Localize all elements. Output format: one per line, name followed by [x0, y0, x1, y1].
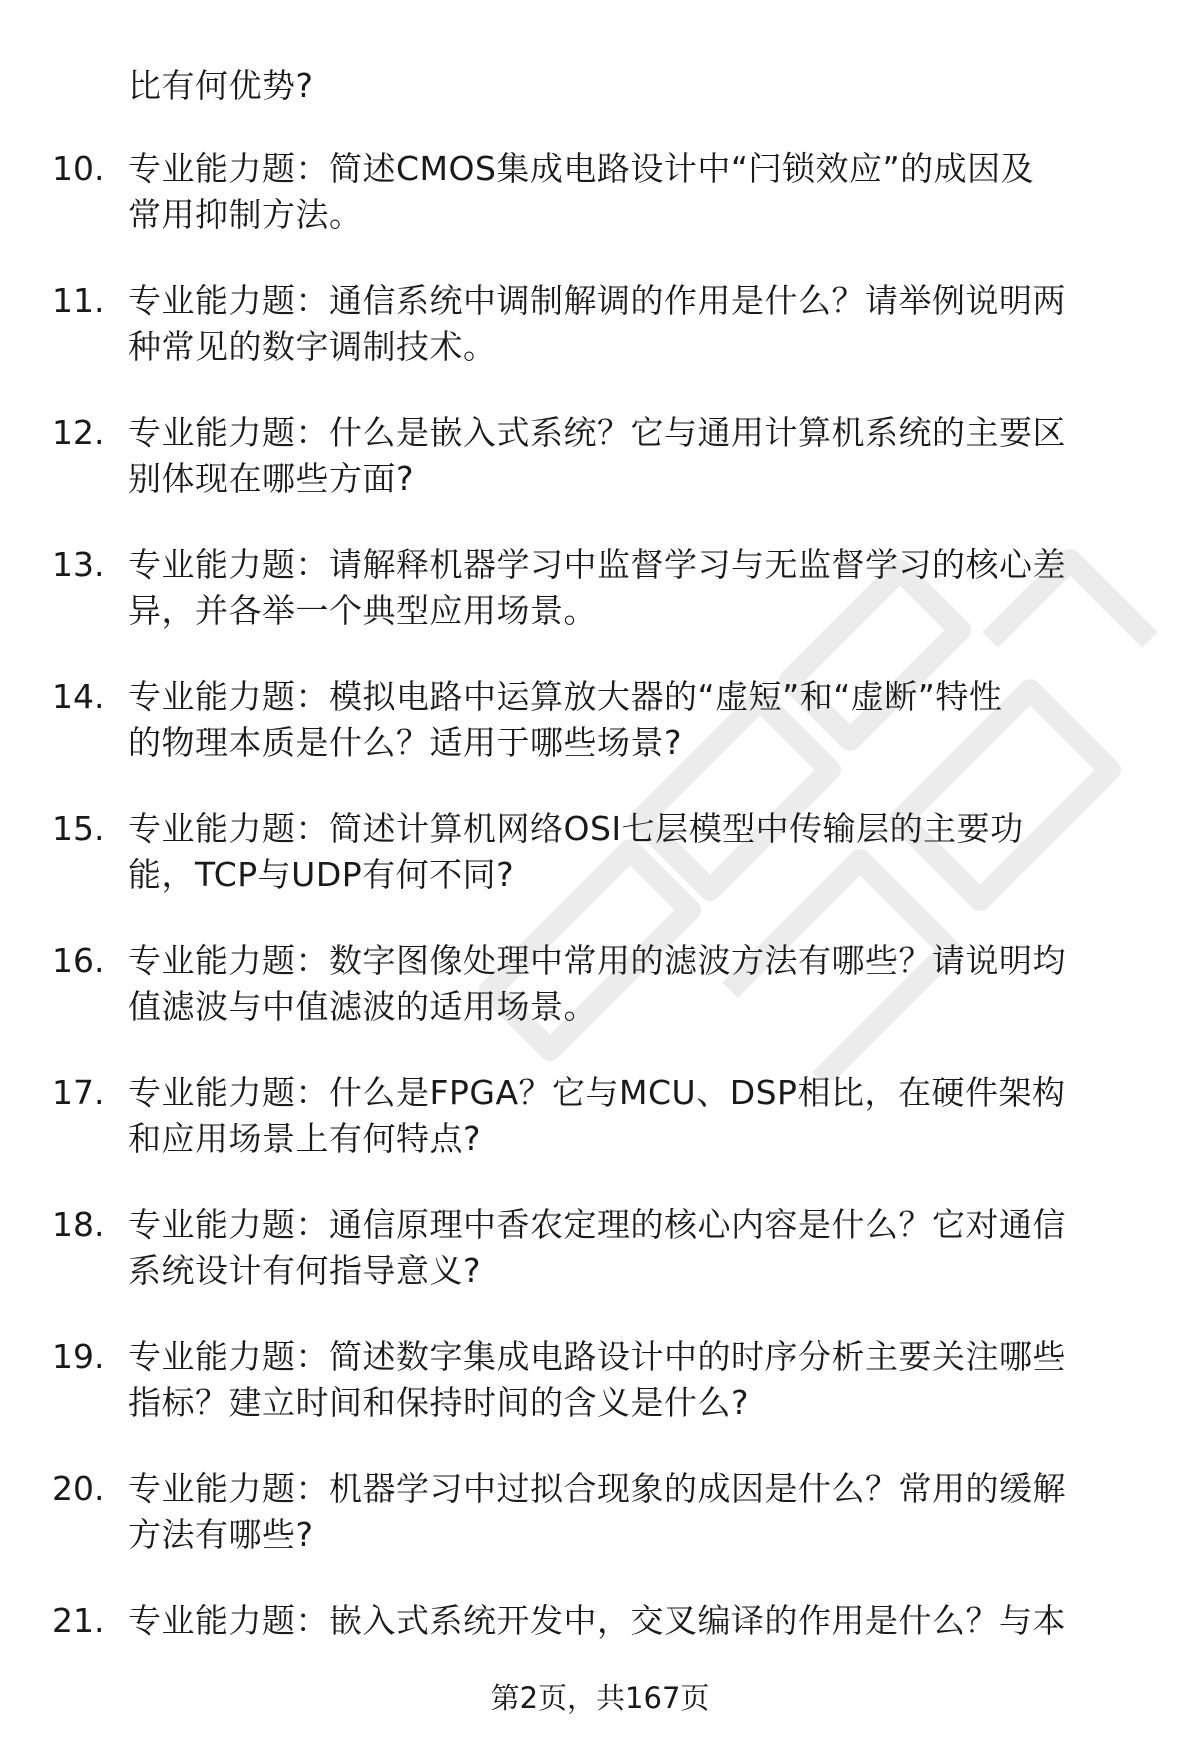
question-line: 专业能力题：什么是嵌入式系统？它与通用计算机系统的主要区: [128, 413, 1066, 452]
question-number: 12.: [52, 413, 105, 452]
question-text: [128, 806, 1138, 898]
question-number: 14.: [52, 677, 105, 716]
question-line: 专业能力题：简述CMOS集成电路设计中“闩锁效应”的成因及: [128, 149, 1035, 188]
question-list: [0, 146, 1200, 1730]
question-number: 10.: [52, 149, 105, 188]
question-line: 专业能力题：请解释机器学习中监督学习与无监督学习的核心差: [128, 545, 1066, 584]
question-line: 种常见的数字调制技术。: [128, 327, 497, 366]
question-line: 方法有哪些?: [128, 1515, 314, 1554]
question-text: [128, 146, 1138, 238]
question-item-14: [0, 674, 1200, 806]
continuation-text: 比有何优势?: [128, 66, 314, 105]
question-number: 20.: [52, 1469, 105, 1508]
question-line: 异，并各举一个典型应用场景。: [128, 591, 597, 630]
question-line: 别体现在哪些方面?: [128, 459, 415, 498]
question-item-18: [0, 1202, 1200, 1334]
question-text: [128, 1070, 1138, 1162]
question-item-11: [0, 278, 1200, 410]
question-item-10: [0, 146, 1200, 278]
question-line: 和应用场景上有何特点?: [128, 1119, 482, 1158]
question-text: [128, 542, 1138, 634]
question-line: 的物理本质是什么？适用于哪些场景?: [128, 723, 683, 762]
question-text: [128, 410, 1138, 502]
question-line: 专业能力题：机器学习中过拟合现象的成因是什么？常用的缓解: [128, 1469, 1066, 1508]
question-number: 15.: [52, 809, 105, 848]
question-line: 指标？建立时间和保持时间的含义是什么?: [128, 1383, 750, 1422]
question-line: 常用抑制方法。: [128, 195, 363, 234]
question-number: 16.: [52, 941, 105, 980]
question-line: 专业能力题：数字图像处理中常用的滤波方法有哪些？请说明均: [128, 941, 1066, 980]
question-text: [128, 278, 1138, 370]
question-item-20: [0, 1466, 1200, 1598]
question-number: 11.: [52, 281, 105, 320]
question-line: 专业能力题：简述数字集成电路设计中的时序分析主要关注哪些: [128, 1337, 1066, 1376]
question-number: 18.: [52, 1205, 105, 1244]
question-line: 专业能力题：通信原理中香农定理的核心内容是什么？它对通信: [128, 1205, 1066, 1244]
question-number: 19.: [52, 1337, 105, 1376]
question-line: 专业能力题：什么是FPGA？它与MCU、DSP相比，在硬件架构: [128, 1073, 1066, 1112]
question-item-17: [0, 1070, 1200, 1202]
page-number-footer: 第2页，共167页: [490, 1681, 710, 1715]
question-item-13: [0, 542, 1200, 674]
question-line: 专业能力题：简述计算机网络OSI七层模型中传输层的主要功: [128, 809, 1024, 848]
question-number: 13.: [52, 545, 105, 584]
question-item-19: [0, 1334, 1200, 1466]
question-line: 专业能力题：通信系统中调制解调的作用是什么？请举例说明两: [128, 281, 1066, 320]
question-line: 专业能力题：模拟电路中运算放大器的“虚短”和“虚断”特性: [128, 677, 1003, 716]
question-text: [128, 674, 1138, 766]
question-text: [128, 1598, 1138, 1644]
question-number: 17.: [52, 1073, 105, 1112]
question-number: 21.: [52, 1601, 105, 1640]
question-item-15: [0, 806, 1200, 938]
question-item-16: [0, 938, 1200, 1070]
question-text: [128, 1202, 1138, 1294]
question-text: [128, 1466, 1138, 1558]
question-item-12: [0, 410, 1200, 542]
question-line: 能，TCP与UDP有何不同?: [128, 855, 515, 894]
question-line: 值滤波与中值滤波的适用场景。: [128, 987, 597, 1026]
question-text: [128, 938, 1138, 1030]
question-text: [128, 1334, 1138, 1426]
question-line: 系统设计有何指导意义?: [128, 1251, 482, 1290]
question-line: 专业能力题：嵌入式系统开发中，交叉编译的作用是什么？与本: [128, 1601, 1066, 1640]
